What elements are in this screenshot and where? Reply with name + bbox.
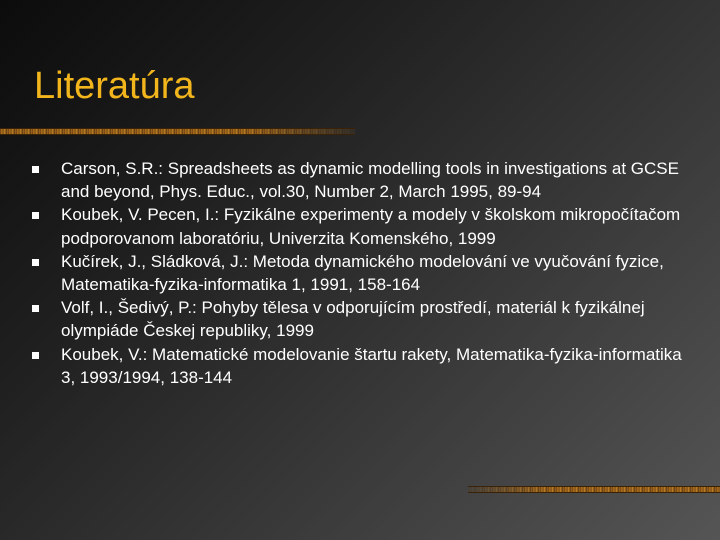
reference-list (32, 157, 682, 389)
footer-divider (468, 486, 720, 493)
title-divider (0, 128, 355, 135)
reference-text: Carson, S.R.: Spreadsheets as dynamic modelling tools in investigations at GCSE and beyond, Phys. Educ., vol.30, Number 2, March 1995, 89-94 (61, 159, 679, 202)
list-item (32, 296, 682, 342)
reference-text: Volf, I., Šedivý, P.: Pohyby tělesa v odporujícím prostředí, materiál k fyzikálnej olympiáde Českej republiky, 1999 (61, 298, 645, 341)
list-item (32, 157, 682, 203)
list-item (32, 203, 682, 249)
reference-text: Koubek, V.: Matematické modelovanie štartu rakety, Matematika-fyzika-informatika 3, 1993/1994, 138-144 (61, 344, 682, 387)
reference-text: Koubek, V. Pecen, I.: Fyzikálne experimenty a modely v školskom mikropočítačom podporovanom laboratóriu, Univerzita Komenského, 1999 (61, 205, 681, 248)
reference-text: Kučírek, J., Sládková, J.: Metoda dynamického modelování ve vyučování fyzice, Matematika-fyzika-informatika 1, 1991, 158-164 (61, 251, 664, 295)
list-item (32, 250, 682, 296)
list-item (32, 343, 682, 389)
square-bullet-icon (32, 166, 39, 173)
square-bullet-icon (32, 305, 39, 312)
square-bullet-icon (32, 212, 39, 219)
square-bullet-icon (32, 352, 39, 359)
slide-title: Literatúra (34, 65, 195, 107)
square-bullet-icon (32, 259, 39, 266)
